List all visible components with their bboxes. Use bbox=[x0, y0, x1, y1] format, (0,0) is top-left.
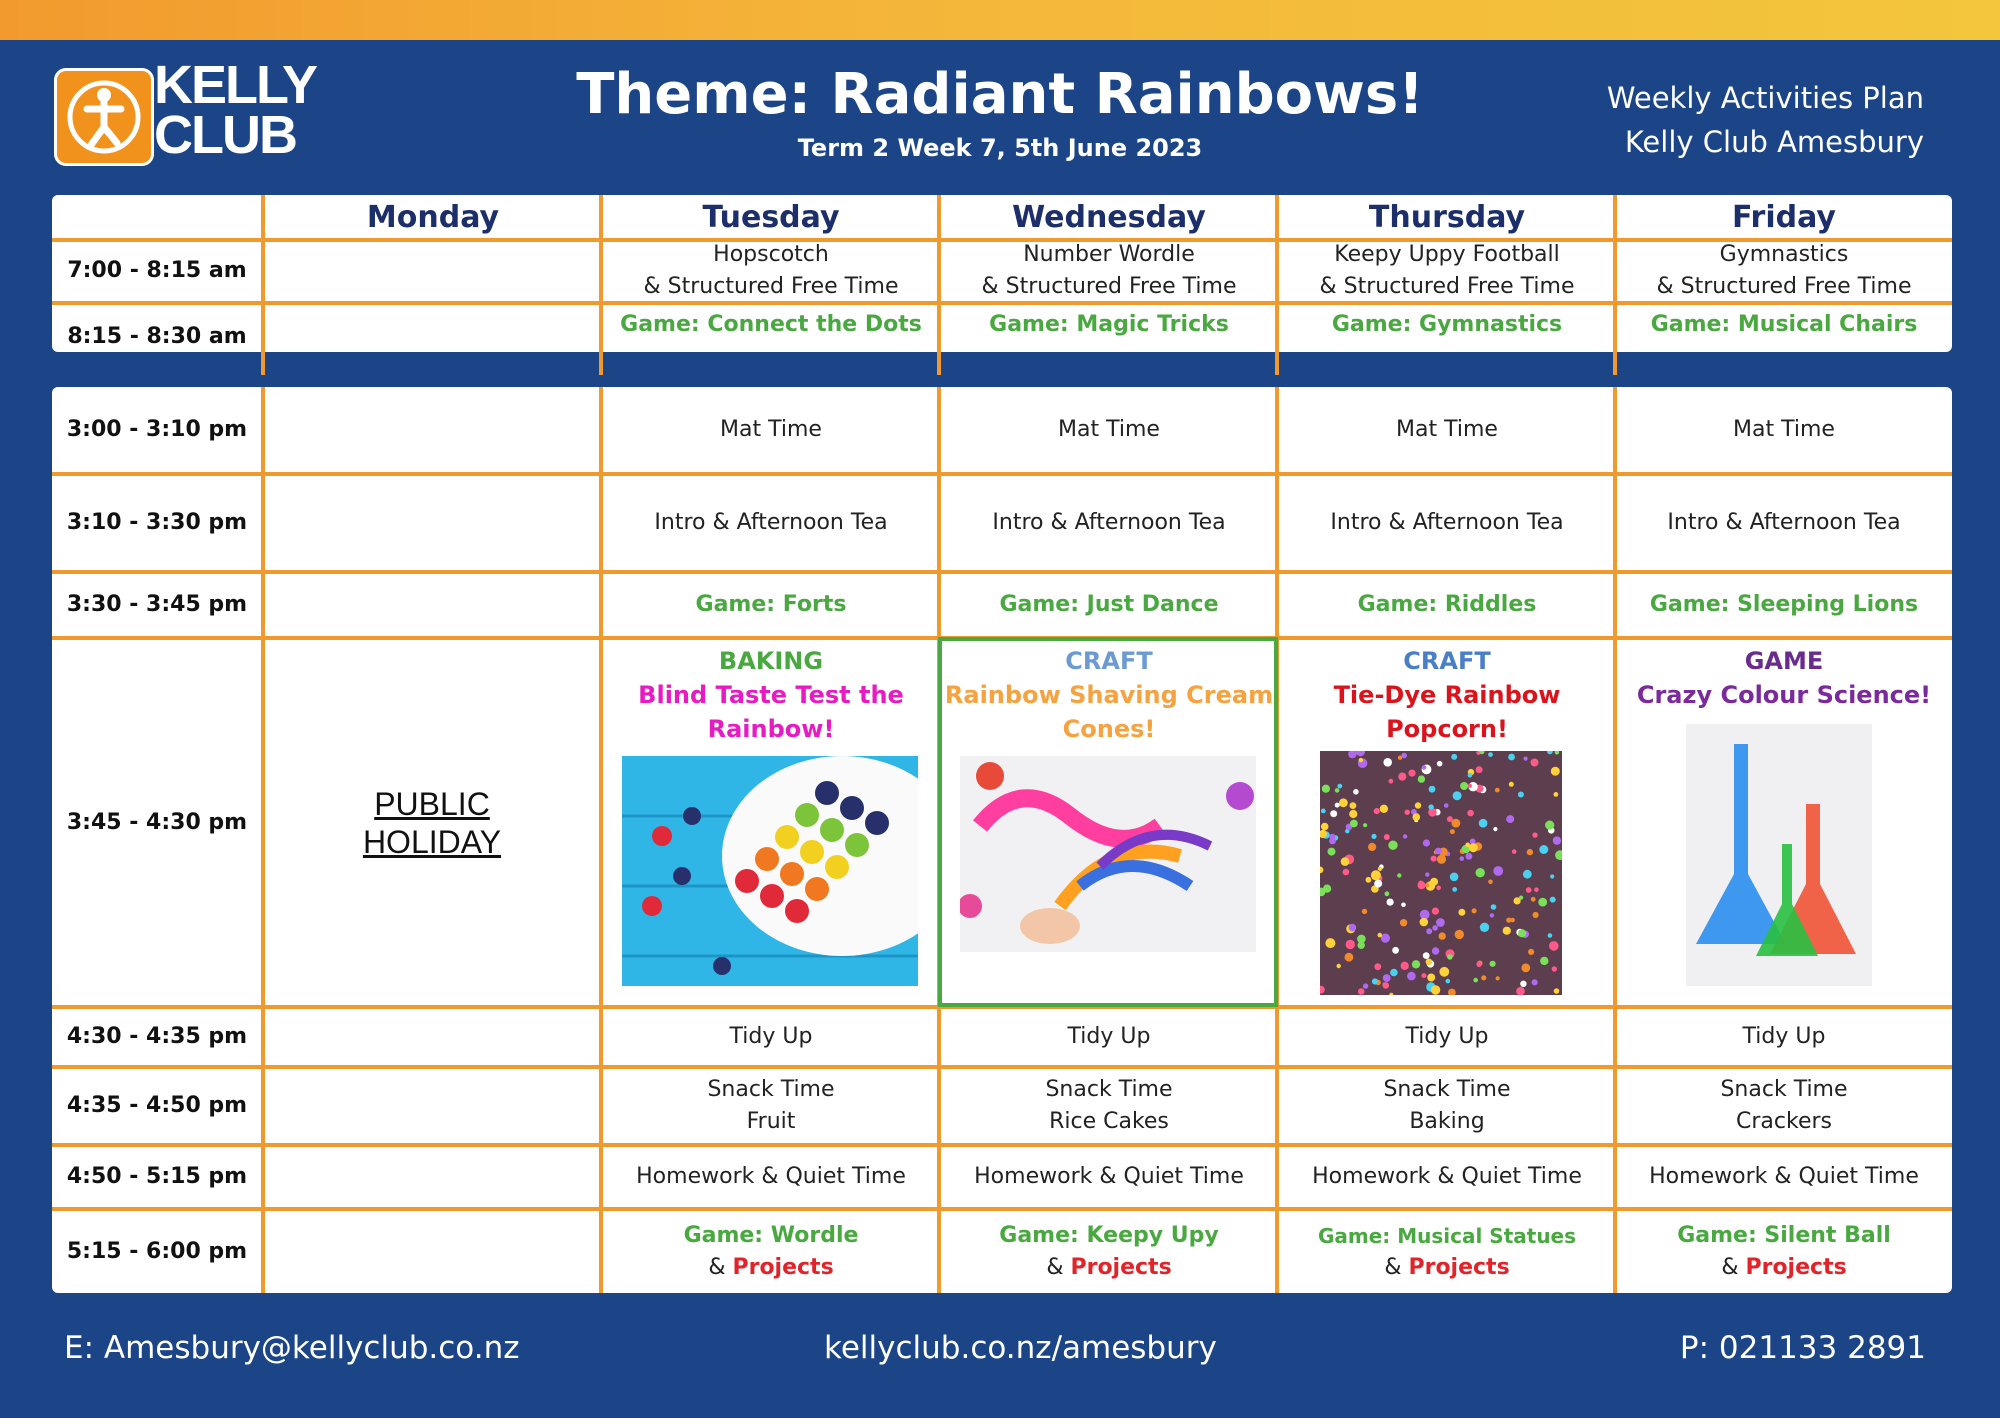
public-holiday-label: PUBLIC HOLIDAY bbox=[362, 785, 502, 860]
activity-wed-morning: Number Wordle & Structured Free Time bbox=[981, 241, 1237, 299]
game-wed-morning: Game: Magic Tricks bbox=[989, 312, 1229, 337]
activity-category: CRAFT bbox=[1065, 647, 1153, 675]
activity-title: Rainbow! bbox=[707, 715, 835, 743]
page-title: Theme: Radiant Rainbows! bbox=[576, 62, 1424, 127]
column-divider bbox=[1275, 195, 1279, 375]
column-divider bbox=[599, 195, 603, 375]
tidy-up-thu: Tidy Up bbox=[1405, 1024, 1489, 1049]
row-divider bbox=[52, 1143, 1952, 1147]
tidy-up-wed: Tidy Up bbox=[1067, 1024, 1151, 1049]
snack-tue: Snack Time Fruit bbox=[707, 1077, 835, 1134]
top-accent-bar bbox=[0, 0, 2000, 40]
intro-tea-fri: Intro & Afternoon Tea bbox=[1667, 510, 1901, 535]
time-slot: 4:35 - 4:50 pm bbox=[66, 1093, 248, 1118]
activity-fri-morning: Gymnastics & Structured Free Time bbox=[1656, 241, 1912, 299]
game-tue-afternoon: Game: Forts bbox=[695, 592, 847, 617]
row-divider bbox=[52, 1207, 1952, 1211]
activity-category: GAME bbox=[1744, 647, 1824, 675]
time-slot: 3:00 - 3:10 pm bbox=[66, 416, 248, 442]
snack-thu: Snack Time Baking bbox=[1383, 1077, 1511, 1134]
game-fri-morning: Game: Musical Chairs bbox=[1650, 312, 1918, 337]
plan-info bbox=[1607, 76, 1924, 164]
homework-tue: Homework & Quiet Time bbox=[636, 1164, 906, 1189]
time-slot: 4:50 - 5:15 pm bbox=[66, 1164, 248, 1189]
activity-tue-morning: Hopscotch & Structured Free Time bbox=[643, 241, 899, 299]
activity-title: Crazy Colour Science! bbox=[1636, 681, 1932, 709]
activity-tue-main bbox=[602, 640, 940, 743]
column-divider bbox=[1613, 195, 1617, 375]
column-divider bbox=[261, 387, 265, 1293]
row-divider bbox=[52, 570, 1952, 574]
time-slot: 3:10 - 3:30 pm bbox=[66, 510, 248, 535]
time-slot: 5:15 - 6:00 pm bbox=[66, 1239, 248, 1264]
day-header-wednesday: Wednesday bbox=[1012, 199, 1206, 235]
final-game-thu: Game: Musical Statues & Projects bbox=[1317, 1224, 1577, 1280]
afternoon-schedule-table bbox=[52, 387, 1952, 1293]
activity-fri-main bbox=[1616, 640, 1952, 710]
column-divider bbox=[1613, 387, 1617, 1293]
game-thu-afternoon: Game: Riddles bbox=[1357, 592, 1537, 617]
tidy-up-tue: Tidy Up bbox=[729, 1024, 813, 1049]
final-game-tue: Game: Wordle & Projects bbox=[683, 1223, 859, 1280]
day-header-friday: Friday bbox=[1731, 199, 1836, 235]
homework-fri: Homework & Quiet Time bbox=[1649, 1164, 1919, 1189]
footer-website[interactable]: kellyclub.co.nz/amesbury bbox=[824, 1330, 1217, 1366]
tidy-up-fri: Tidy Up bbox=[1742, 1024, 1826, 1049]
row-divider bbox=[52, 238, 1952, 242]
game-fri-afternoon: Game: Sleeping Lions bbox=[1649, 592, 1919, 617]
activity-title: Rainbow Shaving Cream bbox=[944, 681, 1274, 709]
time-slot: 4:30 - 4:35 pm bbox=[66, 1024, 248, 1049]
page-subtitle: Term 2 Week 7, 5th June 2023 bbox=[797, 134, 1203, 162]
confetti-popcorn-image bbox=[1320, 751, 1562, 995]
club-location: Kelly Club Amesbury bbox=[1624, 125, 1924, 159]
day-header-thursday: Thursday bbox=[1368, 199, 1526, 235]
plan-type: Weekly Activities Plan bbox=[1606, 81, 1924, 115]
final-game-wed: Game: Keepy Upy & Projects bbox=[999, 1223, 1219, 1280]
game-tue-morning: Game: Connect the Dots bbox=[620, 312, 922, 337]
kelly-club-logo-icon bbox=[54, 68, 154, 166]
footer-email[interactable]: E: Amesbury@kellyclub.co.nz bbox=[64, 1330, 520, 1366]
intro-tea-wed: Intro & Afternoon Tea bbox=[992, 510, 1226, 535]
column-divider bbox=[261, 195, 265, 375]
homework-wed: Homework & Quiet Time bbox=[974, 1164, 1244, 1189]
kelly-club-logo-text: KELLY CLUB bbox=[154, 55, 317, 165]
intro-tea-thu: Intro & Afternoon Tea bbox=[1330, 510, 1564, 535]
column-divider bbox=[599, 387, 603, 1293]
activity-category: CRAFT bbox=[1403, 647, 1491, 675]
activity-category: BAKING bbox=[718, 647, 824, 675]
mat-time-tue: Mat Time bbox=[720, 416, 822, 442]
mat-time-thu: Mat Time bbox=[1396, 416, 1498, 442]
row-divider bbox=[52, 472, 1952, 476]
intro-tea-tue: Intro & Afternoon Tea bbox=[654, 510, 888, 535]
activity-title: Cones! bbox=[1062, 715, 1156, 743]
game-thu-morning: Game: Gymnastics bbox=[1331, 312, 1563, 337]
snack-wed: Snack Time Rice Cakes bbox=[1045, 1077, 1173, 1134]
activity-title: Popcorn! bbox=[1386, 715, 1508, 743]
science-flasks-image bbox=[1686, 724, 1872, 986]
time-slot: 7:00 - 8:15 am bbox=[67, 257, 247, 283]
time-slot: 8:15 - 8:30 am bbox=[67, 323, 247, 349]
time-slot: 3:45 - 4:30 pm bbox=[66, 809, 248, 835]
activity-title: Blind Taste Test the bbox=[638, 681, 904, 709]
activity-thu-main bbox=[1278, 640, 1616, 743]
final-game-fri: Game: Silent Ball & Projects bbox=[1677, 1223, 1891, 1280]
snack-fri: Snack Time Crackers bbox=[1720, 1077, 1848, 1134]
day-header-tuesday: Tuesday bbox=[702, 199, 840, 235]
morning-schedule-table bbox=[52, 195, 1952, 352]
day-header-monday: Monday bbox=[366, 199, 500, 235]
wednesday-highlight-box bbox=[938, 637, 1278, 1007]
activity-thu-morning: Keepy Uppy Football & Structured Free Time bbox=[1319, 241, 1575, 299]
mat-time-fri: Mat Time bbox=[1733, 416, 1835, 442]
fruit-skewers-image bbox=[622, 756, 918, 986]
row-divider bbox=[52, 1065, 1952, 1069]
row-divider bbox=[52, 301, 1952, 305]
footer-phone[interactable]: P: 021133 2891 bbox=[1679, 1330, 1926, 1366]
mat-time-wed: Mat Time bbox=[1058, 416, 1160, 442]
time-slot: 3:30 - 3:45 pm bbox=[66, 592, 248, 617]
column-divider bbox=[937, 195, 941, 375]
game-wed-afternoon: Game: Just Dance bbox=[999, 592, 1219, 617]
homework-thu: Homework & Quiet Time bbox=[1312, 1164, 1582, 1189]
activity-title: Tie-Dye Rainbow bbox=[1333, 681, 1561, 709]
